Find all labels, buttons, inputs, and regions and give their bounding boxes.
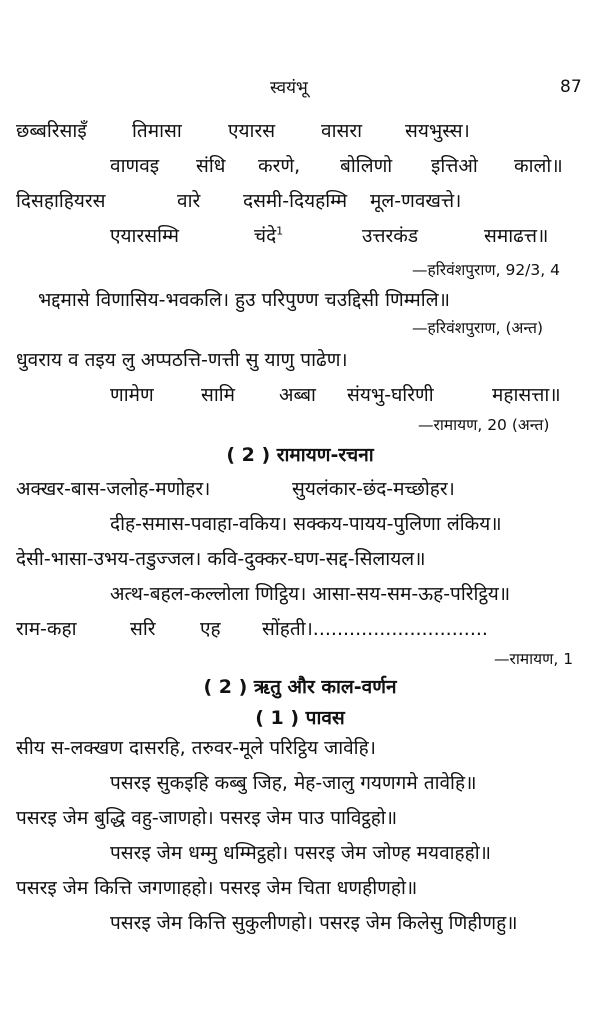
verse-word: एह <box>200 618 221 640</box>
verse-word: कालो॥ <box>514 155 563 177</box>
page-number: 87 <box>560 77 582 97</box>
running-title: स्वयंभू <box>270 78 308 98</box>
verse-word: राम-कहा <box>16 618 77 640</box>
verse-line <box>0 801 600 835</box>
verse-word: समाढत्त॥ <box>484 225 549 247</box>
verse-word: संधि <box>196 155 226 177</box>
verse-text: अक्खर-बास-जलोह-मणोहर। <box>16 478 211 500</box>
verse-word: इत्तिओ <box>431 155 478 177</box>
verse-word: छब्बरिसाइँ <box>16 120 87 142</box>
subsection-heading: ( 1 ) पावस <box>255 707 345 729</box>
verse-line <box>0 836 600 870</box>
verse-word: दसमी-दियहम्मि <box>243 190 348 212</box>
section-heading: ( 2 ) रामायण-रचना <box>226 444 374 466</box>
verse-line <box>0 542 600 576</box>
verse-text: पसरइ जेम कित्ति जगणाहहो। पसरइ जेम चिता धणहीणहो॥ <box>16 877 418 899</box>
verse-text: पसरइ जेम बुद्धि वहु-जाणहो। पसरइ जेम पाउ पाविट्ठहो॥ <box>16 807 398 829</box>
verse-line <box>0 472 600 506</box>
verse-word: उत्तरकंड <box>362 225 419 247</box>
verse-text: पसरइ जेम धम्मु धम्मिट्ठहो। पसरइ जेम जोण्ह मयवाहहो॥ <box>110 842 492 864</box>
verse-line <box>0 378 600 412</box>
verse-text: दीह-समास-पवाहा-वकिय। सक्कय-पायय-पुलिणा लंकिय॥ <box>110 513 502 535</box>
verse-word: णामेण <box>110 384 154 406</box>
verse-text: अत्थ-बहल-कल्लोला णिट्ठिय। आसा-सय-सम-ऊह-परिट्ठिय॥ <box>110 583 511 605</box>
verse-word: दिसहाहियरस <box>16 190 106 212</box>
verse-text: देसी-भासा-उभय-तडुज्जल। कवि-दुक्कर-घण-सद्द-सिलायल॥ <box>16 548 426 570</box>
verse-line <box>0 906 600 940</box>
verse-word: बोलिणो <box>340 155 393 177</box>
verse-text: पसरइ जेम कित्ति सुकुलीणहो। पसरइ जेम किलेसु णिहीणहु॥ <box>110 912 518 934</box>
verse-word: संयभु-घरिणी <box>347 384 434 406</box>
verse-word: सरि <box>130 618 156 640</box>
verse-line <box>0 343 600 377</box>
verse-word: वारे <box>177 190 201 212</box>
verse-word: अब्बा <box>279 384 316 406</box>
verse-line <box>0 114 600 148</box>
citation: —रामायण, 20 (अन्त) <box>418 416 550 434</box>
verse-word: महासत्ता॥ <box>492 384 561 406</box>
verse-line <box>0 612 600 646</box>
verse-word: सोंहती।............................. <box>262 618 488 640</box>
footnote-marker: 1 <box>276 224 284 238</box>
verse-line <box>0 283 600 317</box>
verse-line <box>0 731 600 765</box>
citation: —हरिवंशपुराण, 92/3, 4 <box>412 261 560 279</box>
citation: —हरिवंशपुराण, (अन्त) <box>412 319 544 337</box>
verse-line <box>0 577 600 611</box>
verse-text: सुयलंकार-छंद-मच्छोहर। <box>292 478 455 500</box>
verse-word: वासरा <box>321 120 363 142</box>
verse-word: तिमासा <box>132 120 182 142</box>
verse-word: वाणवइ <box>110 155 160 177</box>
verse-word: एयारसम्मि <box>110 225 180 247</box>
verse-line <box>0 149 600 183</box>
verse-text: सीय स-लक्खण दासरहि, तरुवर-मूले परिट्ठिय जावेहि। <box>16 737 376 759</box>
verse-line <box>0 507 600 541</box>
verse-text: भद्दमासे विणासिय-भवकलि। हुउ परिपुण्ण चउद्दिसी णिम्मलि॥ <box>38 289 450 311</box>
verse-word: एयारस <box>228 120 276 142</box>
verse-text: धुवराय व तइय लु अप्पठत्ति-णत्ती सु याणु पाढेण। <box>16 349 348 371</box>
verse-line <box>0 766 600 800</box>
verse-word-with-footnote <box>254 219 283 253</box>
verse-word: चंदे <box>254 225 277 247</box>
verse-line <box>0 871 600 905</box>
verse-line <box>0 219 600 253</box>
verse-word: मूल-णवखत्ते। <box>370 190 462 212</box>
citation: —रामायण, 1 <box>494 650 574 668</box>
verse-word: सामि <box>201 384 236 406</box>
verse-word: करणे, <box>258 155 301 177</box>
verse-line <box>0 184 600 218</box>
verse-text: पसरइ सुकइहि कब्बु जिह, मेह-जालु गयणगमे तावेहि॥ <box>110 772 477 794</box>
section-heading: ( 2 ) ऋतु और काल-वर्णन <box>203 676 397 698</box>
verse-word: सयभुस्स। <box>405 120 470 142</box>
